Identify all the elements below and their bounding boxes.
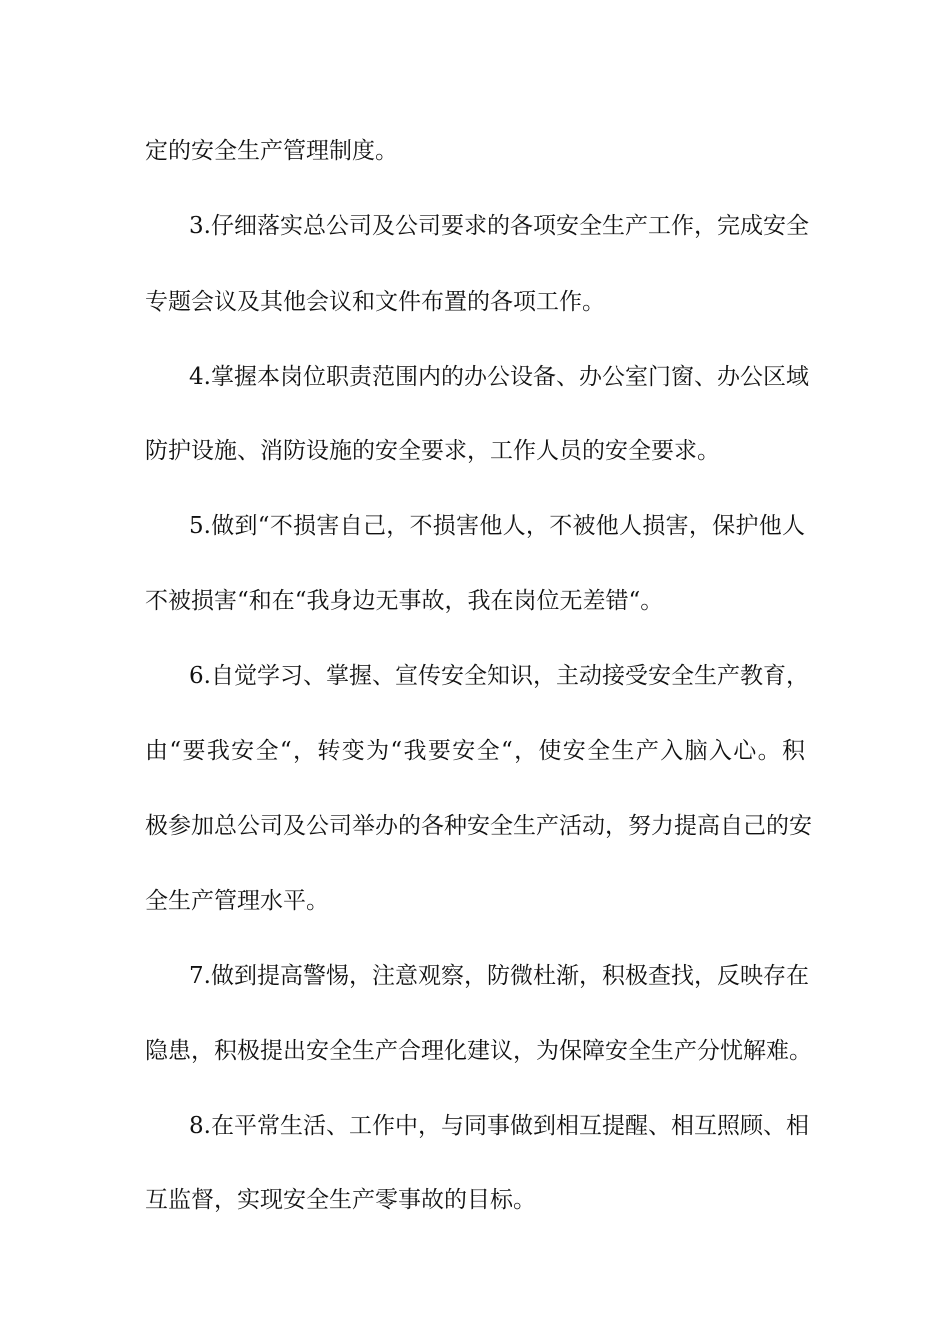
list-item-6-line-2: 由“要我安全“，转变为“我要安全“，使安全生产入脑入心。积 [145,738,805,764]
list-item-8-line-2: 互监督，实现安全生产零事故的目标。 [145,1187,536,1213]
list-item-8-line-1: 8.在平常生活、工作中，与同事做到相互提醒、相互照顾、相 [189,1113,809,1139]
list-item-6-line-1: 6.自觉学习、掌握、宣传安全知识，主动接受安全生产教育， [189,663,809,689]
list-item-7-line-1: 7.做到提高警惕，注意观察，防微杜渐，积极查找，反映存在 [189,963,809,989]
list-item-6-line-3: 极参加总公司及公司举办的各种安全生产活动，努力提高自己的安 [145,813,812,839]
list-item-7-line-2: 隐患，积极提出安全生产合理化建议，为保障安全生产分忧解难。 [145,1038,812,1064]
list-item-5-line-1: 5.做到“不损害自己，不损害他人，不被他人损害，保护他人 [189,513,805,539]
text-line: 定的安全生产管理制度。 [145,138,398,164]
list-item-3-line-2: 专题会议及其他会议和文件布置的各项工作。 [145,289,605,315]
list-item-4-line-1: 4.掌握本岗位职责范围内的办公设备、办公室门窗、办公区域 [189,364,809,390]
list-item-6-line-4: 全生产管理水平。 [145,888,329,914]
list-item-5-line-2: 不被损害“和在“我身边无事故，我在岗位无差错“。 [145,588,664,614]
list-item-4-line-2: 防护设施、消防设施的安全要求，工作人员的安全要求。 [145,438,720,464]
list-item-3-line-1: 3.仔细落实总公司及公司要求的各项安全生产工作，完成安全 [189,213,809,239]
